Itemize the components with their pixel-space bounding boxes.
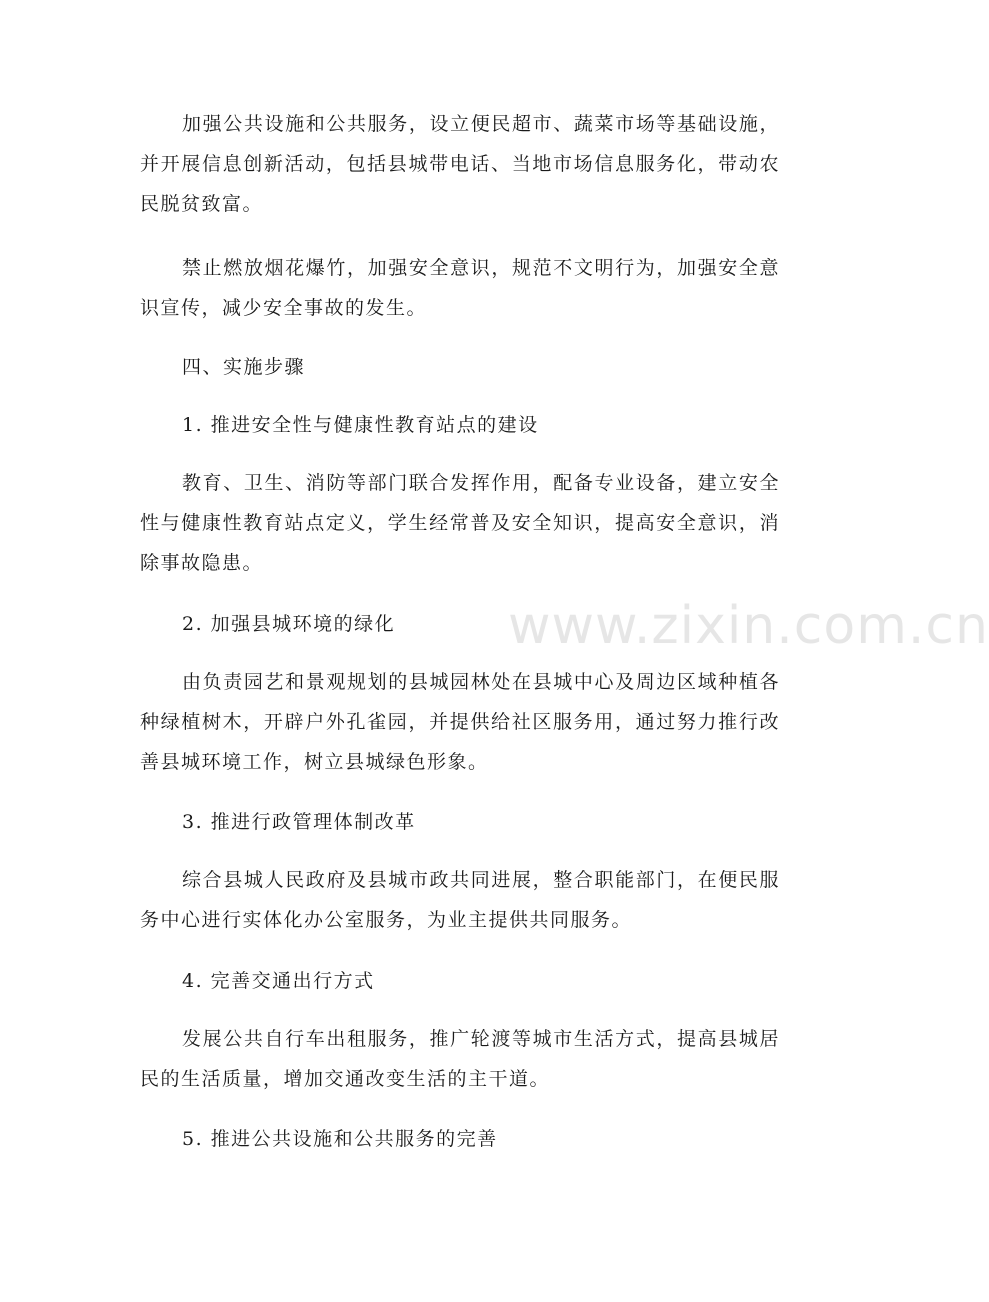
- paragraph-step-1: 教育、卫生、消防等部门联合发挥作用，配备专业设备，建立安全性与健康性教育站点定义，学生经常普及安全知识，提高安全意识，消除事故隐患。: [140, 472, 780, 574]
- step-heading-1: 1. 推进安全性与健康性教育站点的建设: [182, 414, 539, 436]
- section-heading-implementation-steps: 四、实施步骤: [182, 356, 306, 378]
- paragraph-public-services: 加强公共设施和公共服务，设立便民超市、蔬菜市场等基础设施，并开展信息创新活动，包括县城带电话、当地市场信息服务化，带动农民脱贫致富。: [140, 113, 780, 215]
- watermark: www.zixin.com.cn: [508, 596, 989, 656]
- step-heading-4: 4. 完善交通出行方式: [182, 970, 375, 992]
- step-heading-2: 2. 加强县城环境的绿化: [182, 613, 396, 635]
- paragraph-fireworks-ban: 禁止燃放烟花爆竹，加强安全意识，规范不文明行为，加强安全意识宣传，减少安全事故的发生。: [140, 257, 780, 319]
- paragraph-step-4: 发展公共自行车出租服务，推广轮渡等城市生活方式，提高县城居民的生活质量，增加交通改变生活的主干道。: [140, 1028, 780, 1090]
- step-heading-3: 3. 推进行政管理体制改革: [182, 811, 416, 833]
- paragraph-step-3: 综合县城人民政府及县城市政共同进展，整合职能部门，在便民服务中心进行实体化办公室服务，为业主提供共同服务。: [140, 869, 780, 931]
- paragraph-step-2: 由负责园艺和景观规划的县城园林处在县城中心及周边区域种植各种绿植树木，开辟户外孔雀园，并提供给社区服务用，通过努力推行改善县城环境工作，树立县城绿色形象。: [140, 671, 780, 773]
- step-heading-5: 5. 推进公共设施和公共服务的完善: [182, 1128, 498, 1150]
